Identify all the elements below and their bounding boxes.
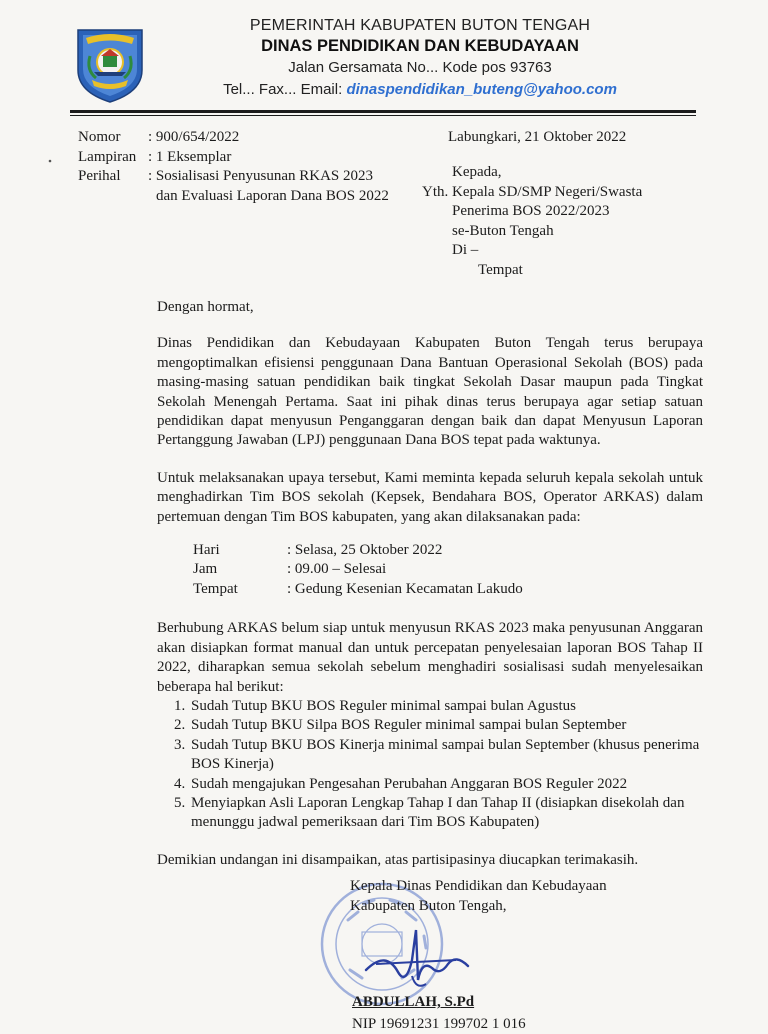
contact-prefix: Tel... Fax... Email: [223,81,347,98]
regency-emblem-icon [72,26,148,104]
letterhead-government: PEMERINTAH KABUPATEN BUTON TENGAH [249,17,591,34]
email-link[interactable]: dinaspendidikan_buteng@yahoo.com [346,81,617,98]
schedule-value: : Selasa, 25 Oktober 2022 [287,542,443,559]
meta-perihal-cont [78,187,389,207]
letterhead-contact [160,79,680,101]
meta-perihal-value2: dan Evaluasi Laporan Dana BOS 2022 [156,187,389,204]
schedule [193,541,703,599]
meta-lampiran-label: Lampiran [78,148,137,165]
meta-lampiran-value: : 1 Eksemplar [148,148,232,165]
list-item: 2. Sudah Tutup BKU Silpa BOS Reguler minimal sampai bulan September [189,716,703,735]
signatory-title: Kepala Dinas Pendidikan dan Kebudayaan [350,878,607,894]
schedule-value: : 09.00 – Selesai [287,561,387,578]
signatory-regency: Kabupaten Buton Tengah, [350,898,507,914]
letterhead-agency: DINAS PENDIDIKAN DAN KEBUDAYAAN [261,37,579,55]
list-item: 5. Menyiapkan Asli Laporan Lengkap Tahap I dan Tahap II (disiapkan disekolah dan menunggu jadwal pemeriksaan dari Tim BOS Kabupaten) [189,794,703,833]
recipient-address [422,163,642,280]
paragraph-1: Dinas Pendidikan dan Kebudayaan Kabupaten Buton Tengah terus berupaya mengoptimalkan efisiensi penggunaan Dana Bantuan Operasional Sekolah (BOS) pada masing-masing satuan pendidikan baik tingkat Sekolah Dasar maupun pada Tingkat Sekolah Menengah Pertama. Saat ini pihak dinas terus berupaya agar setiap satuan pendidikan dapat menyusun Penganggaran dengan baik dan dapat Menyusun Laporan Pertanggung Jawaban (LPJ) penggunaan Dana BOS tepat pada waktunya. [157,335,703,449]
salutation: Dengan hormat, [157,299,254,315]
closing-remark: Demikian undangan ini disampaikan, atas partisipasinya diucapkan terimakasih. [157,851,639,868]
meta-nomor-value: : 900/654/2022 [148,129,240,145]
address-line1: Yth. Kepala SD/SMP Negeri/Swasta [422,183,643,200]
paragraph-3: Berhubung ARKAS belum siap untuk menyusun RKAS 2023 maka penyusunan Anggaran akan disiapkan format manual dan untuk percepatan penyelesaian laporan BOS Tahap II 2022, diharapkan semua sekolah sebelum menghadiri sosialisasi sudah menyelesaikan beberapa hal berikut: [157,620,703,695]
margin-dot-mark [48,152,52,192]
meta-perihal [78,167,389,187]
date-place: Labungkari, 21 Oktober 2022 [448,129,627,145]
letterhead [160,16,680,101]
letterhead-rule-thin [70,115,696,116]
schedule-row [193,580,703,599]
address-line3: se-Buton Tengah [452,222,554,239]
meta-nomor-label: Nomor [78,129,121,145]
requirements-list [157,697,703,833]
schedule-label: Tempat [193,580,238,597]
handwritten-signature-icon [356,920,476,1000]
signature-block [350,876,607,1032]
list-item: 1. Sudah Tutup BKU BOS Reguler minimal sampai bulan Agustus [189,697,703,716]
meta-nomor [78,128,389,148]
schedule-row [193,560,703,579]
paragraph-2: Untuk melaksanakan upaya tersebut, Kami meminta kepada seluruh kepala sekolah untuk menghadirkan Tim BOS sekolah (Kepsek, Bendahara BOS, Operator ARKAS) dalam pertemuan dengan Tim BOS kabupaten, yang akan dilaksanakan pada: [157,469,703,525]
address-line5: Tempat [478,261,523,278]
letter-body [157,298,703,870]
schedule-row [193,541,703,560]
schedule-label: Hari [193,542,220,559]
list-item: 3. Sudah Tutup BKU BOS Kinerja minimal sampai bulan September (khusus penerima BOS Kinerja) [189,736,703,775]
schedule-label: Jam [193,561,218,578]
signatory-nip: NIP 19691231 199702 1 016 [352,1016,526,1032]
list-item: 4. Sudah mengajukan Pengesahan Perubahan Anggaran BOS Reguler 2022 [189,775,703,794]
signatory-name: ABDULLAH, S.Pd [352,994,475,1010]
address-line4: Di – [452,242,479,258]
address-to: Kepada, [452,164,502,180]
letterhead-rule-thick [70,110,696,113]
meta-perihal-value: : Sosialisasi Penyusunan RKAS 2023 [148,168,374,184]
address-line2: Penerima BOS 2022/2023 [452,203,610,219]
schedule-value: : Gedung Kesenian Kecamatan Lakudo [287,580,523,597]
meta-lampiran [78,148,389,168]
meta-perihal-label: Perihal [78,168,121,184]
letterhead-address: Jalan Gersamata No... Kode pos 93763 [288,59,552,76]
letter-meta [78,128,389,206]
